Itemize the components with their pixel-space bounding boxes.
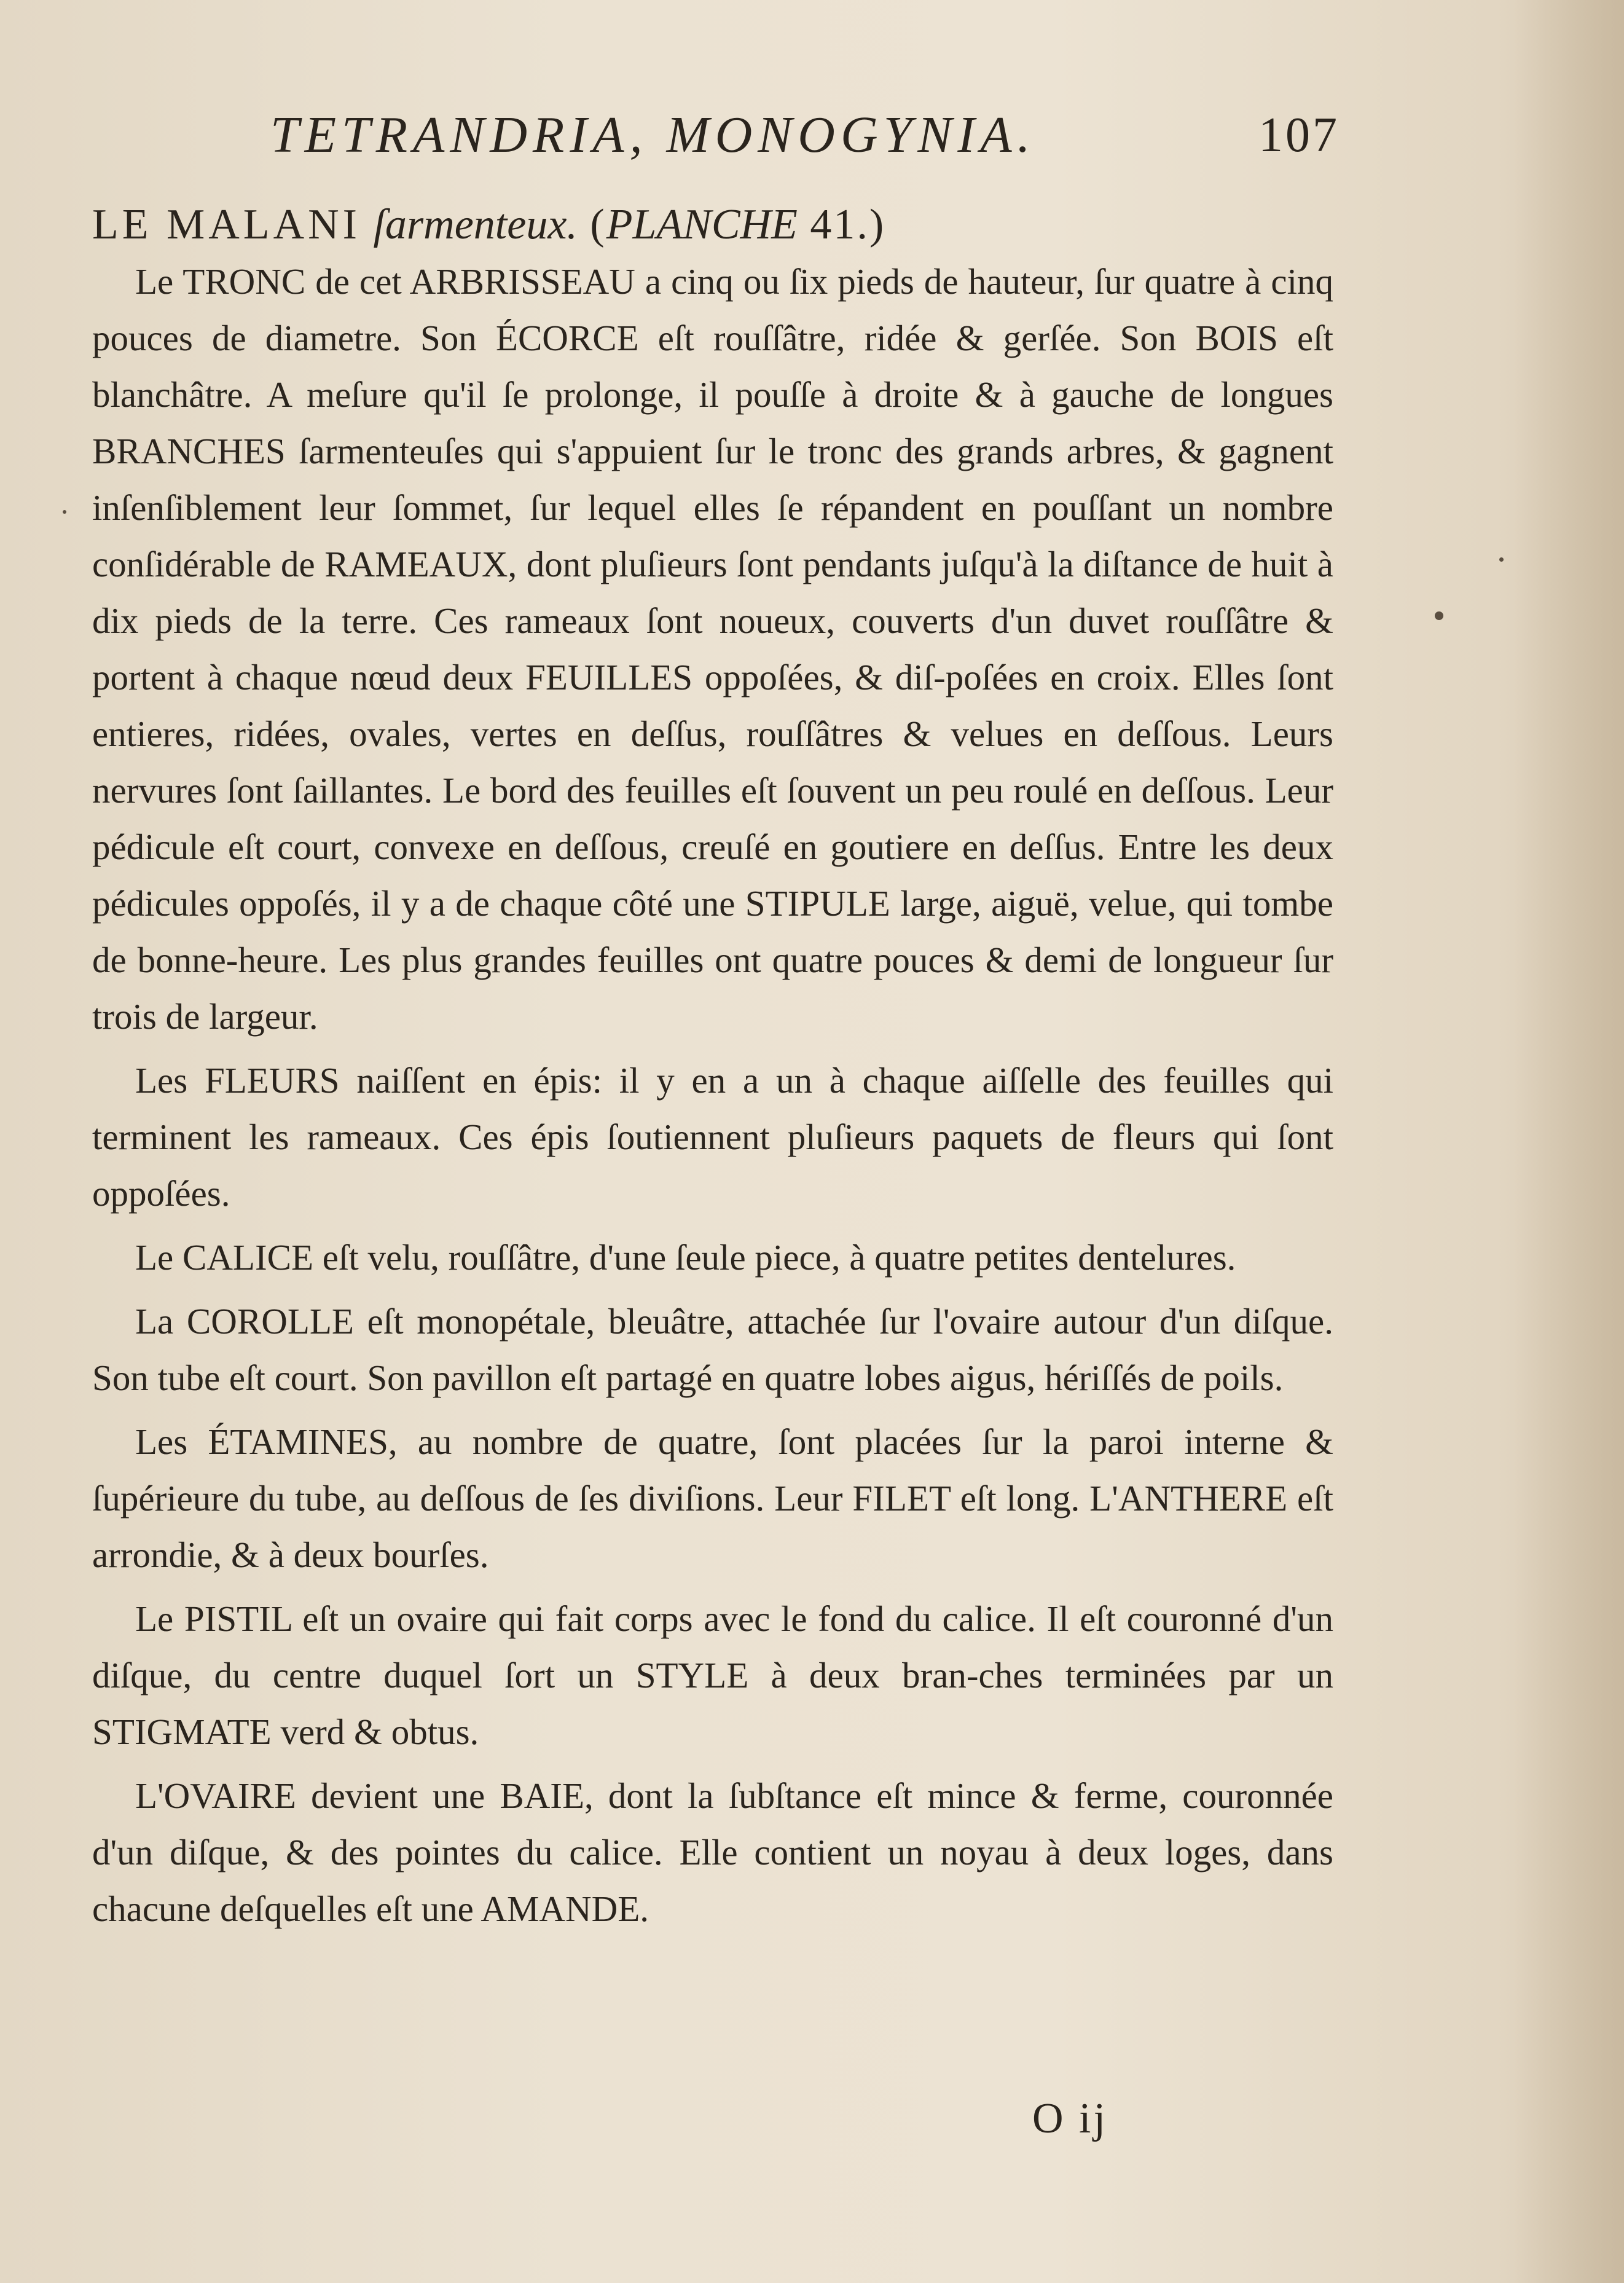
paragraph-trunk bbox=[92, 253, 1333, 1045]
signature-mark: O ij bbox=[1032, 2095, 1108, 2142]
plate-label: PLANCHE bbox=[606, 201, 798, 248]
paragraph-ovary bbox=[92, 1767, 1333, 1937]
paragraph-text: Le TRONC de cet ARBRISSEAU a cinq ou ſix pieds de hauteur, ſur quatre à cinq pouces de diametre. Son ÉCORCE eſt rouſſâtre, ridée & gerſée. Son BOIS eſt blanchâtre. A meſure qu'il ſe prolonge, il pouſſe à droite & à gauche de longues BRANCHES ſarmenteuſes qui s'appuient ſur le tronc des grands arbres, & gagnent inſenſiblement leur ſommet, ſur lequel elles ſe répandent en pouſſant un nombre conſidérable de RAMEAUX, dont pluſieurs ſont pendants juſqu'à la diſtance de huit à dix pieds de la terre. Ces rameaux ſont noueux, couverts d'un duvet rouſſâtre & portent à chaque nœud deux FEUILLES oppoſées, & diſ-poſées en croix. Elles ſont entieres, ridées, ovales, vertes en deſſus, rouſſâtres & velues en deſſous. Leurs nervures ſont ſaillantes. Le bord des feuilles eſt ſouvent un peu roulé en deſſous. Leur pédicule eſt court, convexe en deſſous, creuſé en goutiere en deſſus. Entre les deux pédicules oppoſés, il y a de chaque côté une STIPULE large, aiguë, velue, qui tombe de bonne-heure. Les plus grandes feuilles ont quatre pouces & demi de longueur ſur trois de largeur. bbox=[92, 261, 1333, 1037]
page-number: 107 bbox=[1258, 108, 1340, 162]
paragraph-flowers bbox=[92, 1052, 1333, 1222]
paragraph-text: Le PISTIL eſt un ovaire qui fait corps avec le fond du calice. Il eſt couronné d'un diſque, du centre duquel ſort un STYLE à deux bran-ches terminées par un STIGMATE verd & obtus. bbox=[92, 1598, 1333, 1752]
species-epithet: ſarmenteux. bbox=[373, 201, 578, 248]
paragraph-pistil bbox=[92, 1590, 1333, 1760]
page-curve-shadow bbox=[1513, 0, 1624, 2283]
plate-open-paren: ( bbox=[590, 201, 606, 248]
article-heading bbox=[92, 197, 1333, 253]
paper-speck bbox=[1499, 557, 1504, 562]
paragraph-calyx bbox=[92, 1229, 1333, 1286]
paragraph-corolla bbox=[92, 1293, 1333, 1406]
paragraph-text: Le CALICE eſt velu, rouſſâtre, d'une ſeule piece, à quatre petites dentelures. bbox=[135, 1237, 1236, 1278]
running-head bbox=[270, 101, 1340, 169]
paragraph-text: Les FLEURS naiſſent en épis: il y en a un à chaque aiſſelle des feuilles qui terminent les rameaux. Ces épis ſoutiennent pluſieurs paquets de fleurs qui ſont oppoſées. bbox=[92, 1060, 1333, 1214]
paragraph-text: Les ÉTAMINES, au nombre de quatre, ſont placées ſur la paroi interne & ſupérieure du tube, au deſſous de ſes diviſions. Leur FILET eſt long. L'ANTHERE eſt arrondie, & à deux bourſes. bbox=[92, 1421, 1333, 1575]
species-name: LE MALANI bbox=[92, 201, 361, 248]
paper-speck bbox=[1435, 611, 1443, 620]
paragraph-text: L'OVAIRE devient une BAIE, dont la ſubſtance eſt mince & ferme, couronnée d'un diſque, & des pointes du calice. Elle contient un noyau à deux loges, dans chacune deſquelles eſt une AMANDE. bbox=[92, 1775, 1333, 1929]
paper-speck bbox=[63, 510, 66, 514]
plate-number: 41.) bbox=[810, 201, 886, 248]
text-block bbox=[92, 197, 1333, 1937]
running-title: TETRANDRIA, MONOGYNIA. bbox=[270, 106, 1036, 163]
paragraph-stamens bbox=[92, 1413, 1333, 1583]
paragraph-text: La COROLLE eſt monopétale, bleuâtre, attachée ſur l'ovaire autour d'un diſque. Son tube eſt court. Son pavillon eſt partagé en quatre lobes aigus, hériſſés de poils. bbox=[92, 1301, 1333, 1398]
